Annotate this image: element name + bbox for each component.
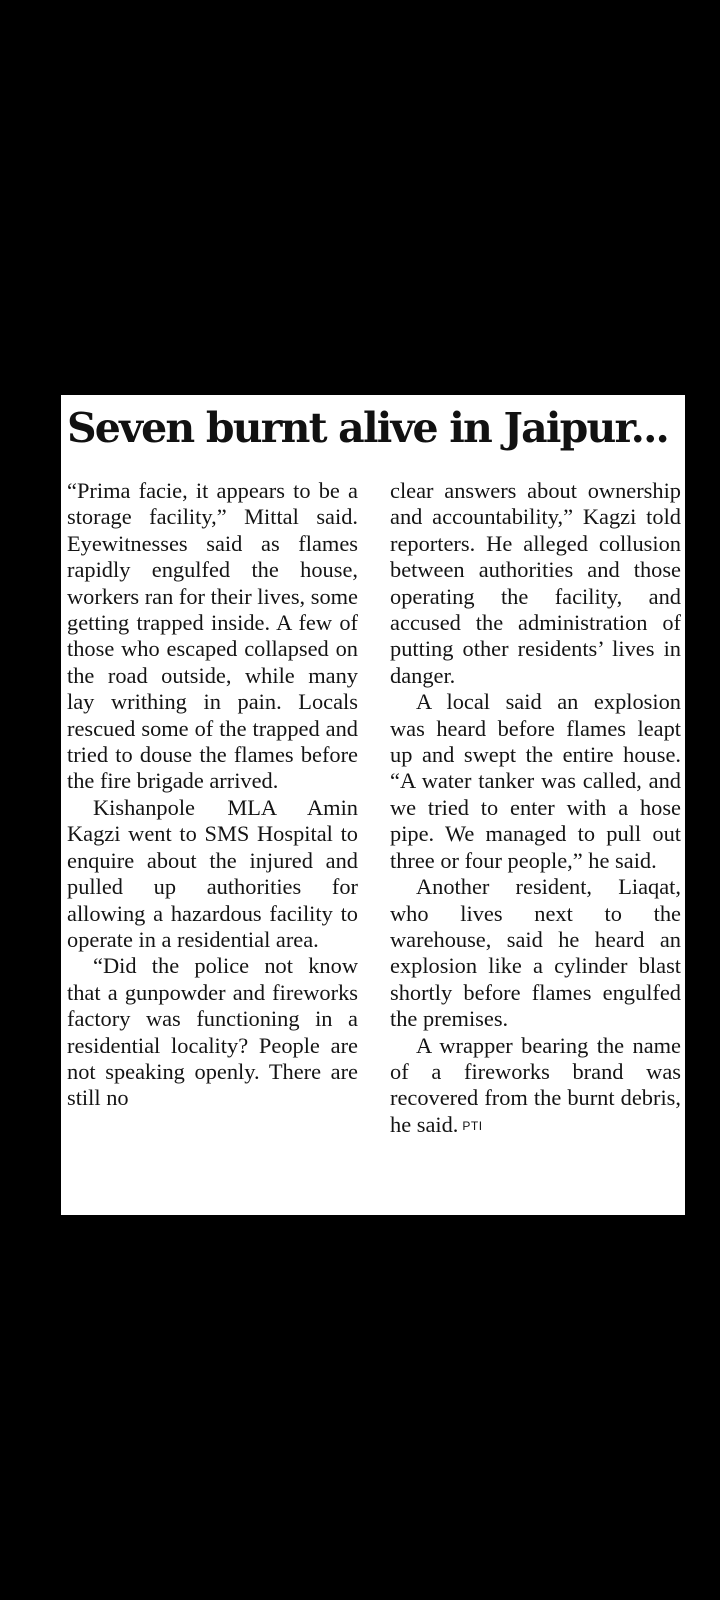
article-body: [67, 478, 681, 1139]
paragraph-text: A wrapper bearing the name of a fireworks brand was recovered from the burnt debris, he said.: [390, 1032, 681, 1137]
paragraph: Kishanpole MLA Amin Kagzi went to SMS Hospital to enquire about the injured and pulled up authorities for allowing a hazardous facility to operate in a residential area.: [67, 794, 358, 952]
column-right: [390, 478, 681, 1139]
paragraph-final: [390, 1033, 681, 1140]
paragraph: clear answers about ownership and accountability,” Kagzi told reporters. He alleged collusion between authorities and those operating the facility, and accused the administration of putting other residents’ lives in danger.: [390, 478, 681, 688]
paragraph: Another resident, Liaqat, who lives next to the warehouse, said he heard an explosion like a cylinder blast shortly before flames engulfed the premises.: [390, 874, 681, 1032]
agency-credit: PTI: [462, 1118, 483, 1133]
paragraph: “Did the police not know that a gunpowder and fireworks factory was functioning in a residential locality? People are not speaking openly. There are still no: [67, 953, 358, 1111]
headline: Seven burnt alive in Jaipur...: [67, 404, 669, 452]
paragraph: A local said an explosion was heard before flames leapt up and swept the entire house. “A water tanker was called, and we tried to enter with a hose pipe. We managed to pull out three or four people,” he said.: [390, 689, 681, 873]
column-left: [67, 478, 358, 1139]
paragraph: “Prima facie, it appears to be a storage facility,” Mittal said. Eyewitnesses said as flames rapidly engulfed the house, workers ran for their lives, some getting trapped inside. A few of those who escaped collapsed on the road outside, while many lay writhing in pain. Locals rescued some of the trapped and tried to douse the flames before the fire brigade arrived.: [67, 478, 358, 794]
news-clipping: [61, 395, 685, 1215]
